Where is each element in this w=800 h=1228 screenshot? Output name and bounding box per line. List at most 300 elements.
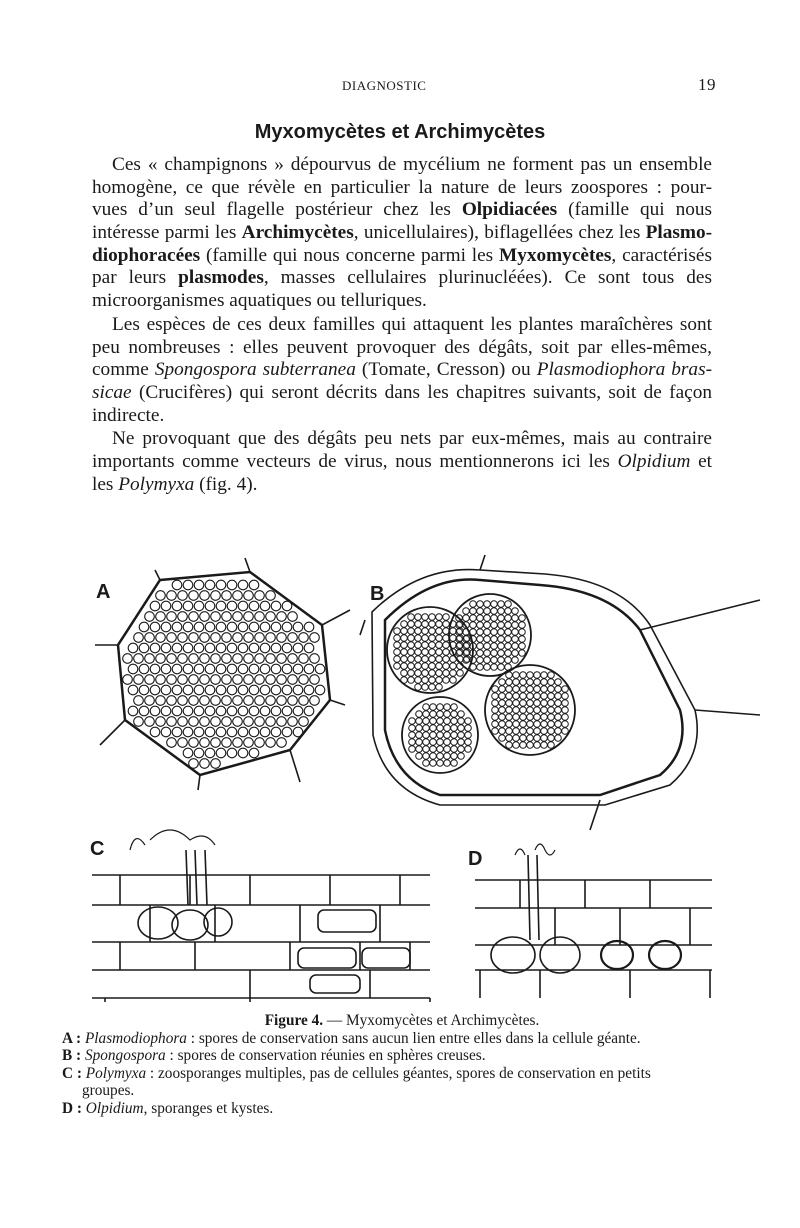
- spore: [415, 677, 422, 684]
- spore: [527, 721, 534, 728]
- spore: [506, 714, 513, 721]
- text-line: [92, 405, 712, 428]
- spore: [534, 686, 541, 693]
- spore: [443, 649, 450, 656]
- spore: [437, 760, 444, 767]
- spore: [150, 664, 160, 674]
- text-line: [92, 359, 712, 382]
- spore: [505, 615, 512, 622]
- spore: [266, 717, 276, 727]
- spore: [200, 633, 210, 643]
- spore: [498, 629, 505, 636]
- spore: [519, 650, 526, 657]
- bold-term: plasmodes: [178, 267, 264, 289]
- spore: [450, 635, 457, 642]
- spore: [520, 714, 527, 721]
- spore: [161, 643, 171, 653]
- spore: [484, 615, 491, 622]
- spore: [477, 622, 484, 629]
- spore: [498, 664, 505, 671]
- spore: [499, 707, 506, 714]
- spore: [416, 725, 423, 732]
- spore: [194, 706, 204, 716]
- spore: [527, 679, 534, 686]
- spore: [211, 633, 221, 643]
- spore: [189, 696, 199, 706]
- spore: [499, 686, 506, 693]
- text-line: [92, 337, 712, 360]
- caption-item-b: [62, 1047, 742, 1065]
- spore: [145, 633, 155, 643]
- spore: [145, 612, 155, 622]
- spore: [484, 636, 491, 643]
- caption-label: A :: [62, 1029, 82, 1047]
- text-line: [92, 314, 712, 337]
- spore: [266, 696, 276, 706]
- spore: [484, 629, 491, 636]
- spore: [266, 591, 276, 601]
- spore: [128, 664, 138, 674]
- spore: [513, 686, 520, 693]
- spore: [444, 718, 451, 725]
- spore: [394, 663, 401, 670]
- spore: [436, 677, 443, 684]
- spore: [178, 612, 188, 622]
- spore: [304, 643, 314, 653]
- spore: [527, 672, 534, 679]
- spore: [200, 675, 210, 685]
- spore: [415, 656, 422, 663]
- spore: [506, 679, 513, 686]
- spore: [422, 635, 429, 642]
- spore: [450, 628, 457, 635]
- spore: [562, 714, 569, 721]
- spore: [548, 693, 555, 700]
- spore: [527, 693, 534, 700]
- paragraph: [92, 428, 712, 496]
- spore: [534, 707, 541, 714]
- spore: [167, 675, 177, 685]
- spore: [315, 664, 325, 674]
- spore: [415, 649, 422, 656]
- spore: [437, 746, 444, 753]
- spore: [150, 727, 160, 737]
- spore: [233, 633, 243, 643]
- spore: [172, 601, 182, 611]
- text-line: [92, 245, 712, 268]
- spore: [178, 738, 188, 748]
- spore: [233, 675, 243, 685]
- spore: [189, 759, 199, 769]
- spore: [139, 706, 149, 716]
- spore: [271, 622, 281, 632]
- spore: [304, 706, 314, 716]
- spore: [216, 643, 226, 653]
- spore: [451, 725, 458, 732]
- spore: [183, 706, 193, 716]
- spore: [506, 728, 513, 735]
- spore: [200, 612, 210, 622]
- spore: [491, 657, 498, 664]
- text-run: homogène, ce que révèle en particulier la nature de leurs zoospores : pour-: [92, 176, 712, 198]
- spore: [282, 685, 292, 695]
- spore: [450, 663, 457, 670]
- spore: [443, 677, 450, 684]
- spore: [423, 704, 430, 711]
- spore: [477, 650, 484, 657]
- spore: [233, 738, 243, 748]
- spore: [423, 718, 430, 725]
- spore: [451, 704, 458, 711]
- spore: [498, 657, 505, 664]
- bold-term: Archimycètes: [241, 222, 354, 244]
- spore: [282, 664, 292, 674]
- spore: [200, 654, 210, 664]
- bold-term: Myxomycètes: [499, 244, 612, 266]
- spore: [499, 714, 506, 721]
- spore: [416, 753, 423, 760]
- spore: [310, 675, 320, 685]
- caption-text: : zoosporanges multiples, pas de cellules géantes, spores de conservation en petits: [146, 1064, 651, 1082]
- spore: [249, 622, 259, 632]
- spore: [216, 727, 226, 737]
- spore: [555, 707, 562, 714]
- spore: [178, 675, 188, 685]
- spore: [534, 679, 541, 686]
- spore: [266, 675, 276, 685]
- spore: [520, 672, 527, 679]
- text-run: Ces « champignons » dépourvus de mycélium ne forment pas un ensemble: [112, 154, 712, 175]
- spore: [443, 663, 450, 670]
- spore: [277, 696, 287, 706]
- spore: [429, 684, 436, 691]
- spore: [227, 643, 237, 653]
- spore: [255, 696, 265, 706]
- spore: [293, 643, 303, 653]
- spore: [238, 622, 248, 632]
- spore: [520, 686, 527, 693]
- body-text: [92, 154, 712, 497]
- spore: [293, 664, 303, 674]
- caption-item-c: [62, 1065, 742, 1083]
- spore: [134, 696, 144, 706]
- spore: [260, 727, 270, 737]
- spore: [222, 633, 232, 643]
- spore: [520, 679, 527, 686]
- spore: [513, 672, 520, 679]
- spore: [409, 739, 416, 746]
- spore: [444, 746, 451, 753]
- spore: [429, 670, 436, 677]
- spore: [394, 649, 401, 656]
- figure-4-illustration: [0, 550, 800, 1010]
- spore: [506, 693, 513, 700]
- spore: [484, 650, 491, 657]
- spore: [200, 696, 210, 706]
- italic-term: Polymyxa: [118, 473, 195, 495]
- spore: [409, 718, 416, 725]
- paragraph: [92, 314, 712, 427]
- spore: [156, 591, 166, 601]
- spore: [310, 654, 320, 664]
- spore: [394, 656, 401, 663]
- spore: [194, 685, 204, 695]
- spore: [401, 656, 408, 663]
- spore: [451, 753, 458, 760]
- caption-title-label: Figure 4.: [264, 1012, 324, 1029]
- spore: [513, 714, 520, 721]
- spore: [436, 621, 443, 628]
- spore: [304, 685, 314, 695]
- spore: [512, 608, 519, 615]
- spore: [555, 728, 562, 735]
- spore: [150, 601, 160, 611]
- spore: [505, 629, 512, 636]
- spore: [430, 711, 437, 718]
- spore: [415, 628, 422, 635]
- spore: [443, 656, 450, 663]
- spore: [484, 622, 491, 629]
- spore: [271, 706, 281, 716]
- spore: [402, 697, 478, 773]
- spore: [423, 711, 430, 718]
- spore: [266, 612, 276, 622]
- spore: [227, 748, 237, 758]
- spore: [458, 753, 465, 760]
- spore: [422, 663, 429, 670]
- spore: [477, 636, 484, 643]
- spore: [422, 670, 429, 677]
- spore: [244, 696, 254, 706]
- italic-term: sicae: [92, 381, 132, 403]
- spore: [444, 704, 451, 711]
- bold-term: Plasmo-: [645, 222, 713, 244]
- spore: [189, 675, 199, 685]
- spore: [134, 717, 144, 727]
- spore: [451, 718, 458, 725]
- spore: [437, 732, 444, 739]
- spore: [463, 608, 470, 615]
- spore: [444, 725, 451, 732]
- caption-genus: Polymyxa: [85, 1064, 147, 1082]
- spore: [194, 643, 204, 653]
- spore: [227, 685, 237, 695]
- spore: [260, 685, 270, 695]
- spore: [183, 685, 193, 695]
- spore: [211, 654, 221, 664]
- spore: [527, 700, 534, 707]
- caption-item-d: [62, 1100, 742, 1118]
- spore: [293, 622, 303, 632]
- spore: [512, 657, 519, 664]
- spore: [415, 684, 422, 691]
- spore: [498, 650, 505, 657]
- italic-term: Plasmodiophora bras-: [536, 359, 713, 381]
- spore: [233, 696, 243, 706]
- spore: [422, 656, 429, 663]
- spore: [506, 707, 513, 714]
- spore: [408, 663, 415, 670]
- spore: [506, 700, 513, 707]
- spore: [498, 601, 505, 608]
- spore: [255, 717, 265, 727]
- spore: [134, 654, 144, 664]
- spore: [436, 663, 443, 670]
- spore: [422, 649, 429, 656]
- spore: [271, 727, 281, 737]
- spore: [548, 735, 555, 742]
- spore: [172, 664, 182, 674]
- spore: [161, 685, 171, 695]
- spore: [534, 721, 541, 728]
- spore: [211, 612, 221, 622]
- spore: [244, 675, 254, 685]
- spore: [194, 622, 204, 632]
- spore: [548, 672, 555, 679]
- spore: [555, 700, 562, 707]
- text-run: microorganismes aquatiques ou telluriques.: [92, 290, 427, 312]
- spore: [227, 622, 237, 632]
- spore: [156, 633, 166, 643]
- spore: [227, 601, 237, 611]
- spore: [498, 643, 505, 650]
- spore: [172, 643, 182, 653]
- spore: [512, 643, 519, 650]
- spore: [304, 664, 314, 674]
- spore: [422, 684, 429, 691]
- spore: [463, 615, 470, 622]
- panel-d: [468, 844, 712, 998]
- spore: [429, 663, 436, 670]
- spore: [505, 643, 512, 650]
- caption-label: D :: [62, 1099, 82, 1117]
- spore: [470, 608, 477, 615]
- spore: [260, 664, 270, 674]
- spore: [444, 760, 451, 767]
- spore: [505, 657, 512, 664]
- spore: [271, 685, 281, 695]
- spore: [430, 760, 437, 767]
- spore: [408, 677, 415, 684]
- spore: [436, 642, 443, 649]
- text-line: [92, 199, 712, 222]
- spore: [541, 735, 548, 742]
- spore: [156, 654, 166, 664]
- spore: [205, 706, 215, 716]
- spore: [167, 591, 177, 601]
- spore: [233, 612, 243, 622]
- spore: [415, 670, 422, 677]
- paragraph: [92, 154, 712, 313]
- spore: [506, 672, 513, 679]
- spore: [541, 742, 548, 749]
- spore: [238, 643, 248, 653]
- spore: [423, 760, 430, 767]
- spore: [128, 685, 138, 695]
- spore: [401, 670, 408, 677]
- text-line: [92, 177, 712, 200]
- spore: [436, 649, 443, 656]
- section-title: Myxomycètes et Archimycètes: [254, 121, 546, 143]
- spore: [260, 643, 270, 653]
- spore: [194, 727, 204, 737]
- spore: [415, 635, 422, 642]
- spore: [416, 739, 423, 746]
- spore: [513, 728, 520, 735]
- bold-term: Olpidiacées: [461, 199, 558, 221]
- spore: [288, 696, 298, 706]
- spore: [205, 748, 215, 758]
- caption-genus: Plasmodiophora: [84, 1029, 187, 1047]
- spore: [183, 727, 193, 737]
- spore: [394, 628, 401, 635]
- spore: [499, 721, 506, 728]
- spore: [519, 629, 526, 636]
- spore: [465, 718, 472, 725]
- text-line: [92, 382, 712, 405]
- spore: [437, 739, 444, 746]
- spore: [541, 693, 548, 700]
- text-run: et: [690, 450, 712, 472]
- caption-label: C :: [62, 1064, 82, 1082]
- spore: [430, 739, 437, 746]
- spore: [534, 742, 541, 749]
- spore: [288, 717, 298, 727]
- spore: [216, 601, 226, 611]
- spore: [172, 706, 182, 716]
- panel-c: [90, 830, 430, 1002]
- spore: [534, 672, 541, 679]
- spore: [178, 696, 188, 706]
- spore: [189, 717, 199, 727]
- spore: [527, 686, 534, 693]
- spore: [222, 738, 232, 748]
- spore: [249, 706, 259, 716]
- spore: [416, 746, 423, 753]
- spore: [527, 735, 534, 742]
- spore: [477, 629, 484, 636]
- caption-genus: Spongospora: [84, 1047, 166, 1064]
- spore: [282, 706, 292, 716]
- spore: [161, 727, 171, 737]
- spore: [409, 746, 416, 753]
- spore: [484, 657, 491, 664]
- spore: [484, 601, 491, 608]
- spore: [205, 580, 215, 590]
- spore: [422, 621, 429, 628]
- spore: [548, 707, 555, 714]
- caption-genus: Olpidium: [85, 1099, 144, 1117]
- spore: [271, 643, 281, 653]
- spore: [437, 725, 444, 732]
- spore: [249, 601, 259, 611]
- spore: [238, 685, 248, 695]
- spore: [429, 614, 436, 621]
- spore: [437, 753, 444, 760]
- spore: [458, 711, 465, 718]
- spore: [194, 601, 204, 611]
- spore: [451, 739, 458, 746]
- spore: [562, 686, 569, 693]
- panel-b: [360, 555, 760, 830]
- spore: [520, 728, 527, 735]
- spore: [216, 622, 226, 632]
- spore: [249, 748, 259, 758]
- spore: [562, 728, 569, 735]
- spore: [189, 591, 199, 601]
- spore: [422, 642, 429, 649]
- spore: [145, 675, 155, 685]
